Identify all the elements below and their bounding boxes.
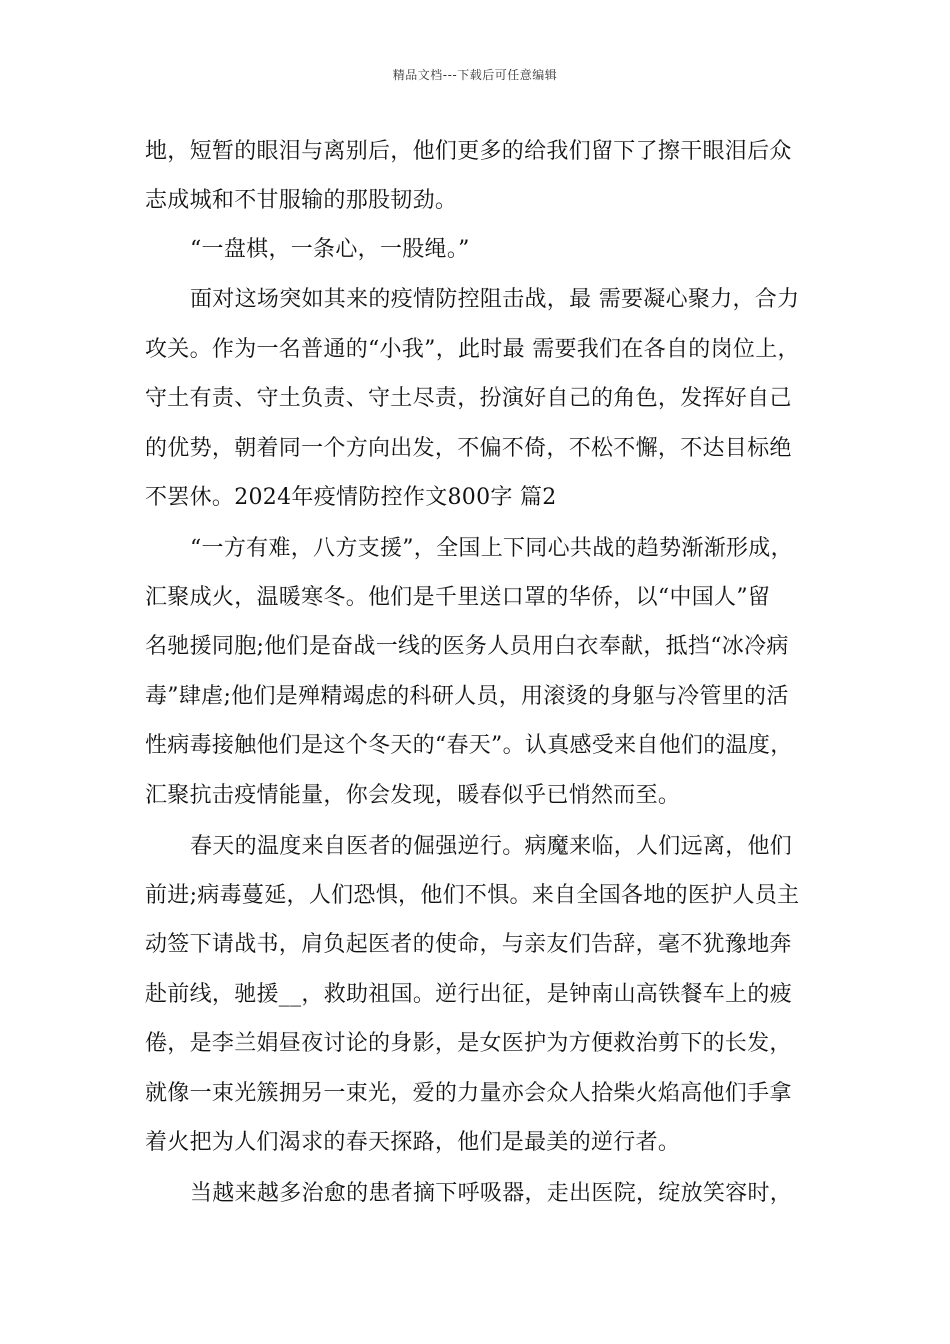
text-line: 志成城和不甘服输的那股韧劲。 [145,188,458,213]
text-line: 攻关。作为一名普通的“小我”，此时最 需要我们在各自的岗位上， [145,337,800,362]
paragraph-start-line: 当越来越多治愈的患者摘下呼吸器，走出医院，绽放笑容时， [190,1181,793,1206]
page-header: 精品文档---下载后可任意编辑 [392,68,558,82]
text-line: 守土有责、守土负责、守土尽责，扮演好自己的角色，发挥好自己 [145,386,792,411]
text-line: 毒”肆虐;他们是殚精竭虑的科研人员，用滚烫的身躯与冷管里的活 [145,684,789,709]
text-line: 汇聚成火，温暖寒冬。他们是千里送口罩的华侨，以“中国人”留 [145,585,771,610]
text-line: 的优势，朝着同一个方向出发，不偏不倚，不松不懈，不达目标绝 [145,436,792,461]
text-line: 倦，是李兰娟昼夜讨论的身影，是女医护为方便救治剪下的长发， [145,1031,792,1056]
text-line: 前进;病毒蔓延，人们恐惧，他们不惧。来自全国各地的医护人员主 [145,883,800,908]
text-line: 汇聚抗击疫情能量，你会发现，暖春似乎已悄然而至。 [145,783,681,808]
text-line: 性病毒接触他们是这个冬天的“春天”。认真感受来自他们的温度， [145,733,793,758]
text-line: 动签下请战书，肩负起医者的使命，与亲友们告辞，毫不犹豫地奔 [145,932,792,957]
paragraph-start-line: 面对这场突如其来的疫情防控阻击战，最 需要凝心聚力，合力 [190,287,800,312]
text-line: 地，短暂的眼泪与离别后，他们更多的给我们留下了擦干眼泪后众 [145,139,792,164]
text-line: 名驰援同胞;他们是奋战一线的医务人员用白衣奉献，抵挡“冰冷病 [145,634,789,659]
text-line: 赴前线，驰援__，救助祖国。逆行出征，是钟南山高铁餐车上的疲 [145,982,793,1007]
text-line: 就像一束光簇拥另一束光，爱的力量亦会众人拾柴火焰高他们手拿 [145,1081,792,1106]
text-line: 着火把为人们渴求的春天探路，他们是最美的逆行者。 [145,1130,681,1155]
paragraph-start-line: “一方有难，八方支援”，全国上下同心共战的趋势渐渐形成， [190,536,793,561]
text-line: “一盘棋，一条心，一股绳。” [190,237,470,262]
paragraph-start-line: 春天的温度来自医者的倔强逆行。病魔来临，人们远离，他们 [190,834,793,859]
text-line: 不罢休。2024年疫情防控作文800字 篇2 [145,485,557,510]
